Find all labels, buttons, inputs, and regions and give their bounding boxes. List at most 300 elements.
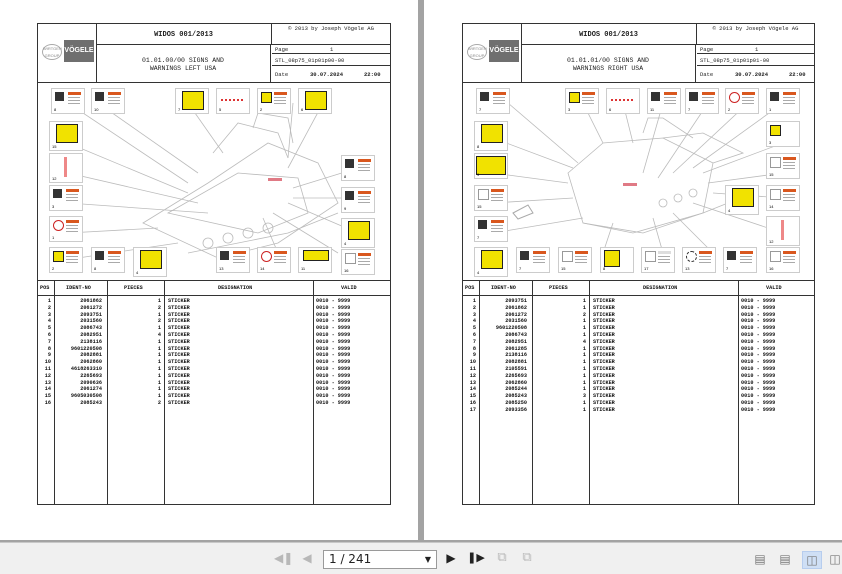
cell-valid: 0010 - 9999 xyxy=(316,399,351,406)
sticker-callout: 16 xyxy=(341,249,375,275)
next-view-button[interactable] xyxy=(518,550,536,566)
copyright: © 2013 by Joseph Vögele AG xyxy=(712,25,799,32)
table-body xyxy=(463,298,814,414)
cell-valid: 0010 - 9999 xyxy=(316,359,351,366)
table-row xyxy=(463,332,814,339)
cell-pieces: 1 xyxy=(157,325,161,332)
cell-pos: 2 xyxy=(47,304,51,311)
cell-designation: STICKER xyxy=(168,338,190,345)
cell-valid: 0010 - 9999 xyxy=(741,325,776,332)
table-row xyxy=(463,298,814,305)
cell-valid: 0010 - 9999 xyxy=(741,331,776,338)
next-view-icon: ⧉ xyxy=(522,550,532,565)
cell-pos: 12 xyxy=(44,372,51,379)
table-row xyxy=(38,325,390,332)
cell-pieces: 1 xyxy=(582,331,586,338)
table-row xyxy=(38,380,390,387)
logo-cell xyxy=(38,24,97,82)
table-row xyxy=(463,366,814,373)
date-row xyxy=(272,67,390,82)
cell-pos: 1 xyxy=(47,298,51,304)
subtitle-line2: WARNINGS RIGHT USA xyxy=(572,65,644,72)
cell-pos: 15 xyxy=(469,393,476,400)
cell-designation: STICKER xyxy=(593,386,615,393)
cell-ident-no: 2061274 xyxy=(80,386,102,393)
col-pos: POS xyxy=(40,285,50,291)
table-row xyxy=(463,393,814,400)
sticker-callout: 4 xyxy=(474,247,508,277)
wirtgen-logo: WIRTGEN GROUP xyxy=(468,46,487,58)
cell-valid: 0010 - 9999 xyxy=(316,338,351,345)
cell-valid: 0010 - 9999 xyxy=(741,386,776,393)
cell-valid: 0010 - 9999 xyxy=(741,393,776,400)
date-label: Date xyxy=(275,71,289,78)
two-page-continuous-view-button[interactable] xyxy=(826,551,842,567)
cell-pos: 7 xyxy=(472,338,476,345)
sticker-callout: 3 xyxy=(565,88,599,114)
cell-pos: 11 xyxy=(44,365,51,372)
cell-ident-no: 2061862 xyxy=(80,298,102,304)
time-value: 22:00 xyxy=(364,71,381,78)
doc-subtitle xyxy=(521,45,696,82)
sticker-callout: 13 xyxy=(216,247,250,273)
cell-designation: STICKER xyxy=(168,298,190,304)
cell-valid: 0010 - 9999 xyxy=(316,365,351,372)
sticker-callout: 11 xyxy=(647,88,681,114)
cell-designation: STICKER xyxy=(168,311,190,318)
time-value: 22:00 xyxy=(789,71,806,78)
cell-pos: 6 xyxy=(472,331,476,338)
continuous-page-icon: ▤ xyxy=(779,552,791,566)
cell-pieces: 2 xyxy=(157,318,161,325)
doc-code-row xyxy=(697,55,814,66)
table-header xyxy=(38,281,390,296)
sticker-callout: 16 xyxy=(766,247,800,273)
cell-pieces: 1 xyxy=(157,359,161,366)
navigation-toolbar xyxy=(0,542,842,574)
cell-valid: 0010 - 9999 xyxy=(316,311,351,318)
sticker-callout: 9 xyxy=(474,153,508,179)
cell-ident-no: 2086743 xyxy=(505,331,527,338)
cell-ident-no: 2105591 xyxy=(505,365,527,372)
cell-ident-no: 9601220508 xyxy=(70,345,102,352)
two-page-continuous-icon: ◫ xyxy=(829,552,841,566)
prev-page-icon: ◀ xyxy=(302,551,312,565)
last-page-button[interactable] xyxy=(467,550,485,566)
cell-valid: 0010 - 9999 xyxy=(741,311,776,318)
sheet-header xyxy=(38,24,390,83)
cell-ident-no: 2082951 xyxy=(80,331,102,338)
cell-valid: 0010 - 9999 xyxy=(741,406,776,413)
cell-pos: 3 xyxy=(47,311,51,318)
cell-ident-no: 4618263310 xyxy=(70,365,102,372)
date-row xyxy=(697,67,814,82)
cell-pieces: 1 xyxy=(582,365,586,372)
table-row xyxy=(463,359,814,366)
sticker-callout: 8 xyxy=(600,247,634,273)
cell-valid: 0010 - 9999 xyxy=(316,352,351,359)
parts-sheet xyxy=(37,23,391,505)
cell-designation: STICKER xyxy=(168,365,190,372)
cell-pos: 1 xyxy=(472,298,476,304)
cell-designation: STICKER xyxy=(593,338,615,345)
page-label: Page xyxy=(700,46,714,53)
sticker-callout: 7 xyxy=(476,88,510,114)
sticker-callout: 9 xyxy=(341,187,375,213)
sticker-callout: 2 xyxy=(257,88,291,114)
cell-ident-no: 2085243 xyxy=(80,399,102,406)
cell-pos: 11 xyxy=(469,365,476,372)
table-header xyxy=(463,281,814,296)
cell-designation: STICKER xyxy=(593,345,615,352)
cell-pieces: 1 xyxy=(582,359,586,366)
cell-pieces: 4 xyxy=(582,338,586,345)
first-page-icon: ◀❚ xyxy=(274,551,294,565)
cell-ident-no: 2061862 xyxy=(505,304,527,311)
table-row xyxy=(463,339,814,346)
cell-pieces: 1 xyxy=(157,379,161,386)
table-row xyxy=(463,346,814,353)
cell-ident-no: 2061272 xyxy=(505,311,527,318)
table-row xyxy=(38,393,390,400)
parts-sheet xyxy=(462,23,815,505)
cell-pos: 5 xyxy=(472,325,476,332)
cell-designation: STICKER xyxy=(593,379,615,386)
machine-illustration xyxy=(38,83,390,281)
sticker-callout: 15 xyxy=(474,185,508,211)
col-designation: DESIGNATION xyxy=(218,285,253,291)
cell-designation: STICKER xyxy=(593,304,615,311)
sticker-callout: 1 xyxy=(49,216,83,242)
single-page-view-button[interactable] xyxy=(751,551,769,567)
cell-pieces: 1 xyxy=(582,372,586,379)
sheet-header xyxy=(463,24,814,83)
table-row xyxy=(463,380,814,387)
copyright: © 2013 by Joseph Vögele AG xyxy=(288,25,374,32)
table-row xyxy=(38,386,390,393)
cell-valid: 0010 - 9999 xyxy=(741,399,776,406)
cell-ident-no: 9605030508 xyxy=(70,393,102,400)
cell-valid: 0010 - 9999 xyxy=(316,298,351,304)
sticker-callout: 14 xyxy=(766,185,800,211)
sticker-callout: 5 xyxy=(216,88,250,114)
cell-valid: 0010 - 9999 xyxy=(741,379,776,386)
cell-pieces: 1 xyxy=(582,304,586,311)
first-page-button[interactable] xyxy=(274,550,292,566)
cell-pieces: 1 xyxy=(157,352,161,359)
col-ident-no: IDENT-NO xyxy=(491,285,516,291)
cell-pieces: 1 xyxy=(157,393,161,400)
table-row xyxy=(38,305,390,312)
cell-designation: STICKER xyxy=(168,352,190,359)
table-row xyxy=(38,359,390,366)
cell-valid: 0010 - 9999 xyxy=(741,298,776,304)
cell-designation: STICKER xyxy=(168,304,190,311)
doc-code: STL_08p75_01p01p00-00 xyxy=(275,57,345,64)
col-pieces: PIECES xyxy=(124,285,143,291)
table-row xyxy=(463,305,814,312)
doc-title: WIDOS 001/2013 xyxy=(96,24,272,45)
cell-designation: STICKER xyxy=(593,331,615,338)
table-row xyxy=(38,318,390,325)
page-value: 1 xyxy=(330,46,334,53)
cell-pieces: 1 xyxy=(582,318,586,325)
sticker-callout: 7 xyxy=(474,216,508,242)
date-value: 30.07.2024 xyxy=(310,71,344,78)
cell-ident-no: 2062860 xyxy=(505,379,527,386)
cell-valid: 0010 - 9999 xyxy=(741,318,776,325)
doc-code-row xyxy=(272,55,390,66)
sticker-callout: 11 xyxy=(298,247,332,273)
cell-ident-no: 2085250 xyxy=(505,399,527,406)
table-body xyxy=(38,298,390,407)
sticker-callout: 7 xyxy=(175,88,209,114)
sticker-callout: 13 xyxy=(682,247,716,273)
sticker-callout: 4 xyxy=(133,247,167,277)
last-page-icon: ❚▶ xyxy=(467,551,485,564)
cell-designation: STICKER xyxy=(168,331,190,338)
cell-valid: 0010 - 9999 xyxy=(741,372,776,379)
cell-designation: STICKER xyxy=(593,325,615,332)
sticker-callout: 8 xyxy=(51,88,85,114)
cell-ident-no: 2061272 xyxy=(80,304,102,311)
subtitle-line1: 01.01.01/00 SIGNS AND xyxy=(567,57,649,64)
col-designation: DESIGNATION xyxy=(643,285,678,291)
cell-pieces: 1 xyxy=(157,372,161,379)
doc-title: WIDOS 001/2013 xyxy=(521,24,697,45)
vogele-logo: VÖGELE xyxy=(64,40,94,62)
sticker-callout: 12 xyxy=(49,153,83,183)
cell-ident-no: 2265693 xyxy=(80,372,102,379)
cell-pos: 4 xyxy=(472,318,476,325)
page-label: Page xyxy=(275,46,289,53)
sticker-callout: 8 xyxy=(341,155,375,181)
cell-pieces: 1 xyxy=(157,338,161,345)
cell-valid: 0010 - 9999 xyxy=(741,365,776,372)
doc-code: STL_08p75_01p01p01-00 xyxy=(700,57,770,64)
cell-designation: STICKER xyxy=(593,406,615,413)
cell-ident-no: 2265693 xyxy=(505,372,527,379)
previous-view-button[interactable] xyxy=(493,550,511,566)
cell-ident-no: 2093751 xyxy=(505,298,527,304)
cell-designation: STICKER xyxy=(593,393,615,400)
table-row xyxy=(38,346,390,353)
cell-pos: 6 xyxy=(47,331,51,338)
cell-valid: 0010 - 9999 xyxy=(741,338,776,345)
cell-valid: 0010 - 9999 xyxy=(741,359,776,366)
cell-valid: 0010 - 9999 xyxy=(741,304,776,311)
cell-designation: STICKER xyxy=(168,372,190,379)
page-number-value: 1 / 241 xyxy=(329,552,372,566)
sticker-callout: 7 xyxy=(516,247,550,273)
cell-ident-no: 2082881 xyxy=(505,359,527,366)
cell-pos: 14 xyxy=(469,386,476,393)
cell-ident-no: 2093356 xyxy=(505,406,527,413)
cell-pieces: 4 xyxy=(157,331,161,338)
page-right xyxy=(424,0,842,540)
sticker-callout: 17 xyxy=(641,247,675,273)
table-row xyxy=(463,373,814,380)
cell-ident-no: 2062860 xyxy=(80,359,102,366)
logo-cell xyxy=(463,24,522,82)
subtitle-line1: 01.01.00/00 SIGNS AND xyxy=(142,57,224,64)
cell-pieces: 1 xyxy=(582,352,586,359)
col-ident-no: IDENT-NO xyxy=(66,285,91,291)
next-page-button[interactable] xyxy=(442,550,460,566)
cell-pos: 12 xyxy=(469,372,476,379)
cell-designation: STICKER xyxy=(593,311,615,318)
table-row xyxy=(38,373,390,380)
table-row xyxy=(38,339,390,346)
col-pieces: PIECES xyxy=(549,285,568,291)
cell-ident-no: 2085244 xyxy=(505,386,527,393)
two-page-icon: ◫ xyxy=(806,553,818,567)
page-left xyxy=(0,0,418,540)
cell-pieces: 1 xyxy=(157,386,161,393)
sticker-callout: 3 xyxy=(766,121,800,147)
cell-pos: 8 xyxy=(472,345,476,352)
doc-subtitle xyxy=(96,45,271,82)
cell-designation: STICKER xyxy=(168,359,190,366)
cell-designation: STICKER xyxy=(593,372,615,379)
cell-ident-no: 2138116 xyxy=(505,352,527,359)
cell-valid: 0010 - 9999 xyxy=(741,352,776,359)
table-row xyxy=(38,400,390,407)
cell-pos: 16 xyxy=(44,399,51,406)
cell-designation: STICKER xyxy=(168,399,190,406)
cell-pos: 16 xyxy=(469,399,476,406)
date-value: 30.07.2024 xyxy=(735,71,769,78)
cell-designation: STICKER xyxy=(593,359,615,366)
cell-pos: 3 xyxy=(472,311,476,318)
next-page-icon: ▶ xyxy=(446,551,456,565)
sticker-callout: 15 xyxy=(49,121,83,151)
cell-valid: 0010 - 9999 xyxy=(316,372,351,379)
cell-pieces: 3 xyxy=(582,393,586,400)
cell-designation: STICKER xyxy=(593,399,615,406)
cell-ident-no: 2061285 xyxy=(505,345,527,352)
sticker-callout: 14 xyxy=(257,247,291,273)
cell-pieces: 2 xyxy=(157,304,161,311)
cell-ident-no: 2085243 xyxy=(505,393,527,400)
cell-pieces: 1 xyxy=(157,345,161,352)
cell-designation: STICKER xyxy=(168,318,190,325)
machine-illustration xyxy=(463,83,814,281)
date-label: Date xyxy=(700,71,714,78)
cell-valid: 0010 - 9999 xyxy=(316,331,351,338)
table-row xyxy=(463,312,814,319)
cell-designation: STICKER xyxy=(593,352,615,359)
table-row xyxy=(463,318,814,325)
cell-pos: 15 xyxy=(44,393,51,400)
table-row xyxy=(38,366,390,373)
page-row xyxy=(697,44,814,54)
cell-pieces: 1 xyxy=(582,406,586,413)
page-row xyxy=(272,44,390,54)
sticker-callout: 6 xyxy=(298,88,332,114)
sticker-callout: 15 xyxy=(558,247,592,273)
cell-ident-no: 2082951 xyxy=(505,338,527,345)
cell-designation: STICKER xyxy=(168,345,190,352)
col-valid: VALID xyxy=(766,285,782,291)
cell-pos: 13 xyxy=(44,379,51,386)
cell-valid: 0010 - 9999 xyxy=(741,345,776,352)
dropdown-arrow-icon: ▼ xyxy=(424,555,431,564)
col-valid: VALID xyxy=(341,285,357,291)
cell-designation: STICKER xyxy=(593,318,615,325)
table-row xyxy=(463,407,814,414)
cell-pos: 17 xyxy=(469,406,476,413)
cell-pieces: 1 xyxy=(582,386,586,393)
cell-designation: STICKER xyxy=(168,386,190,393)
cell-pos: 2 xyxy=(472,304,476,311)
prev-page-button[interactable] xyxy=(298,550,316,566)
page-number-select[interactable] xyxy=(323,550,437,569)
cell-valid: 0010 - 9999 xyxy=(316,318,351,325)
cell-pos: 14 xyxy=(44,386,51,393)
cell-ident-no: 2031560 xyxy=(505,318,527,325)
vogele-logo: VÖGELE xyxy=(489,40,519,62)
continuous-view-button[interactable] xyxy=(776,551,794,567)
cell-pos: 10 xyxy=(469,359,476,366)
cell-pos: 9 xyxy=(472,352,476,359)
sticker-callout: 7 xyxy=(685,88,719,114)
sticker-callout: 2 xyxy=(49,247,83,273)
sticker-callout: 12 xyxy=(766,216,800,246)
sticker-callout: 2 xyxy=(725,88,759,114)
cell-pos: 4 xyxy=(47,318,51,325)
cell-pieces: 1 xyxy=(582,345,586,352)
table-row xyxy=(38,312,390,319)
single-page-icon: ▤ xyxy=(754,552,766,566)
cell-pos: 13 xyxy=(469,379,476,386)
cell-designation: STICKER xyxy=(168,379,190,386)
cell-pieces: 1 xyxy=(582,325,586,332)
table-row xyxy=(463,400,814,407)
cell-pos: 5 xyxy=(47,325,51,332)
wirtgen-logo: WIRTGEN GROUP xyxy=(43,46,62,58)
table-row xyxy=(463,386,814,393)
cell-pieces: 2 xyxy=(582,311,586,318)
page-value: 1 xyxy=(755,46,759,53)
cell-pieces: 1 xyxy=(157,365,161,372)
cell-pieces: 1 xyxy=(157,311,161,318)
cell-valid: 0010 - 9999 xyxy=(316,345,351,352)
table-row xyxy=(463,325,814,332)
cell-designation: STICKER xyxy=(593,365,615,372)
cell-ident-no: 2082881 xyxy=(80,352,102,359)
sticker-callout: 3 xyxy=(49,185,83,211)
cell-pos: 7 xyxy=(47,338,51,345)
table-row xyxy=(38,332,390,339)
sticker-callout: 4 xyxy=(341,218,375,248)
cell-pieces: 1 xyxy=(157,298,161,304)
cell-valid: 0010 - 9999 xyxy=(316,379,351,386)
cell-ident-no: 9601220508 xyxy=(495,325,527,332)
cell-valid: 0010 - 9999 xyxy=(316,304,351,311)
cell-ident-no: 2093751 xyxy=(80,311,102,318)
sticker-callout: 8 xyxy=(91,247,125,273)
cell-valid: 0010 - 9999 xyxy=(316,325,351,332)
sticker-callout: 1 xyxy=(766,88,800,114)
sticker-callout: 6 xyxy=(606,88,640,114)
cell-pieces: 1 xyxy=(582,298,586,304)
subtitle-line2: WARNINGS LEFT USA xyxy=(149,65,217,72)
table-row xyxy=(38,298,390,305)
cell-valid: 0010 - 9999 xyxy=(316,393,351,400)
two-page-view-button[interactable] xyxy=(802,551,822,569)
table-row xyxy=(38,352,390,359)
